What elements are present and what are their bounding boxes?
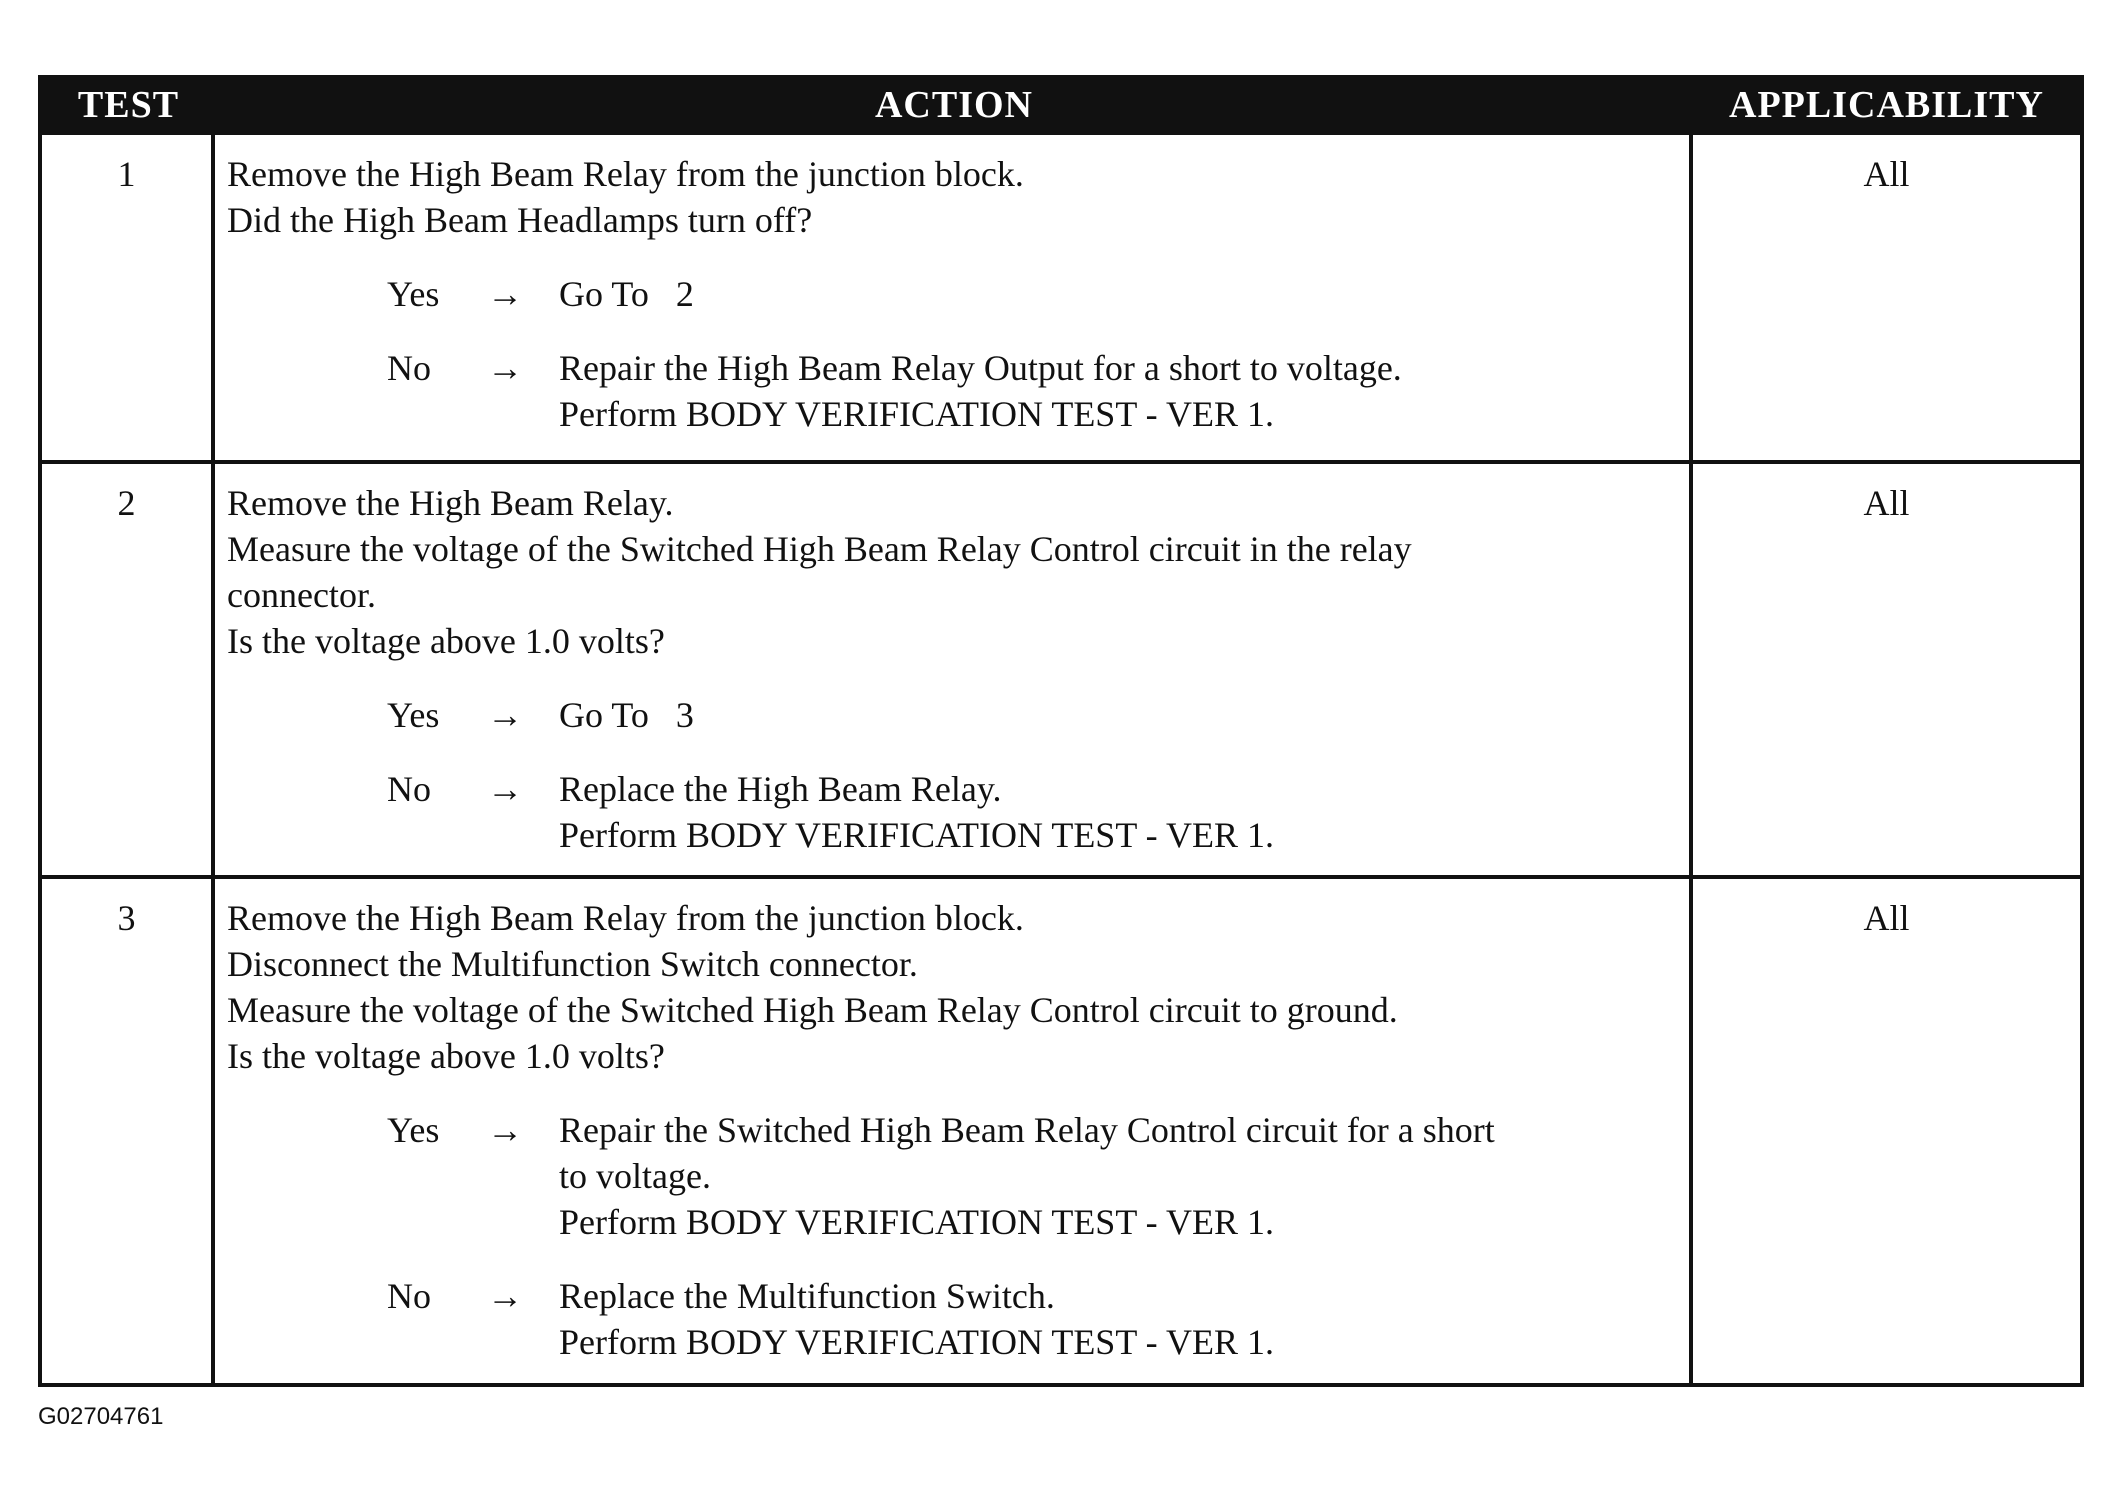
action-step: Disconnect the Multifunction Switch connector. [227, 944, 918, 984]
no-label: No [387, 348, 431, 388]
no-option [387, 1273, 1679, 1365]
no-label: No [387, 769, 431, 809]
action-step: connector. [227, 575, 376, 615]
action-step: Remove the High Beam Relay from the junction block. [227, 154, 1024, 194]
action-cell-3 [215, 875, 1693, 1383]
yes-label: Yes [387, 1110, 440, 1150]
test-number-2: 2 [42, 460, 215, 875]
action-step: Is the voltage above 1.0 volts? [227, 1036, 665, 1076]
right-arrow-icon: → [487, 1110, 523, 1150]
test-number-3: 3 [42, 875, 215, 1383]
yes-result: Perform BODY VERIFICATION TEST - VER 1. [559, 1202, 1275, 1242]
yes-result: Repair the Switched High Beam Relay Control circuit for a short [559, 1110, 1495, 1150]
yes-label: Yes [387, 695, 440, 735]
right-arrow-icon: → [487, 348, 523, 388]
yes-option [387, 1107, 1679, 1245]
action-cell-2 [215, 460, 1693, 875]
no-option [387, 345, 1679, 437]
no-result: Perform BODY VERIFICATION TEST - VER 1. [559, 815, 1275, 855]
right-arrow-icon: → [487, 1276, 523, 1316]
no-result: Replace the High Beam Relay. [559, 769, 1002, 809]
applicability-2: All [1693, 460, 2080, 875]
yes-label: Yes [387, 274, 440, 314]
diagnostic-test-table [38, 75, 2084, 1387]
right-arrow-icon: → [487, 695, 523, 735]
yes-result: Go To 2 [559, 274, 694, 314]
yes-option [387, 692, 1679, 738]
applicability-3: All [1693, 875, 2080, 1383]
figure-code: G02704761 [38, 1403, 164, 1430]
no-result: Repair the High Beam Relay Output for a short to voltage. [559, 348, 1402, 388]
action-step: Measure the voltage of the Switched High Beam Relay Control circuit to ground. [227, 990, 1398, 1030]
header-applicability: APPLICABILITY [1693, 79, 2080, 135]
action-step: Measure the voltage of the Switched High Beam Relay Control circuit in the relay [227, 529, 1412, 569]
applicability-1: All [1863, 154, 1910, 194]
action-step: Remove the High Beam Relay. [227, 483, 674, 523]
no-result: Perform BODY VERIFICATION TEST - VER 1. [559, 1322, 1275, 1362]
action-step: Is the voltage above 1.0 volts? [227, 621, 665, 661]
action-cell-1 [215, 135, 1693, 460]
no-result: Perform BODY VERIFICATION TEST - VER 1. [559, 394, 1275, 434]
yes-result: Go To 3 [559, 695, 694, 735]
header-test: TEST [42, 79, 215, 135]
action-step: Did the High Beam Headlamps turn off? [227, 200, 813, 240]
no-option [387, 766, 1679, 858]
right-arrow-icon: → [487, 274, 523, 314]
yes-option [387, 271, 1679, 317]
yes-result: to voltage. [559, 1156, 711, 1196]
no-result: Replace the Multifunction Switch. [559, 1276, 1055, 1316]
right-arrow-icon: → [487, 769, 523, 809]
test-number-1: 1 [42, 135, 215, 460]
action-step: Remove the High Beam Relay from the junction block. [227, 898, 1024, 938]
header-action: ACTION [215, 79, 1693, 135]
no-label: No [387, 1276, 431, 1316]
